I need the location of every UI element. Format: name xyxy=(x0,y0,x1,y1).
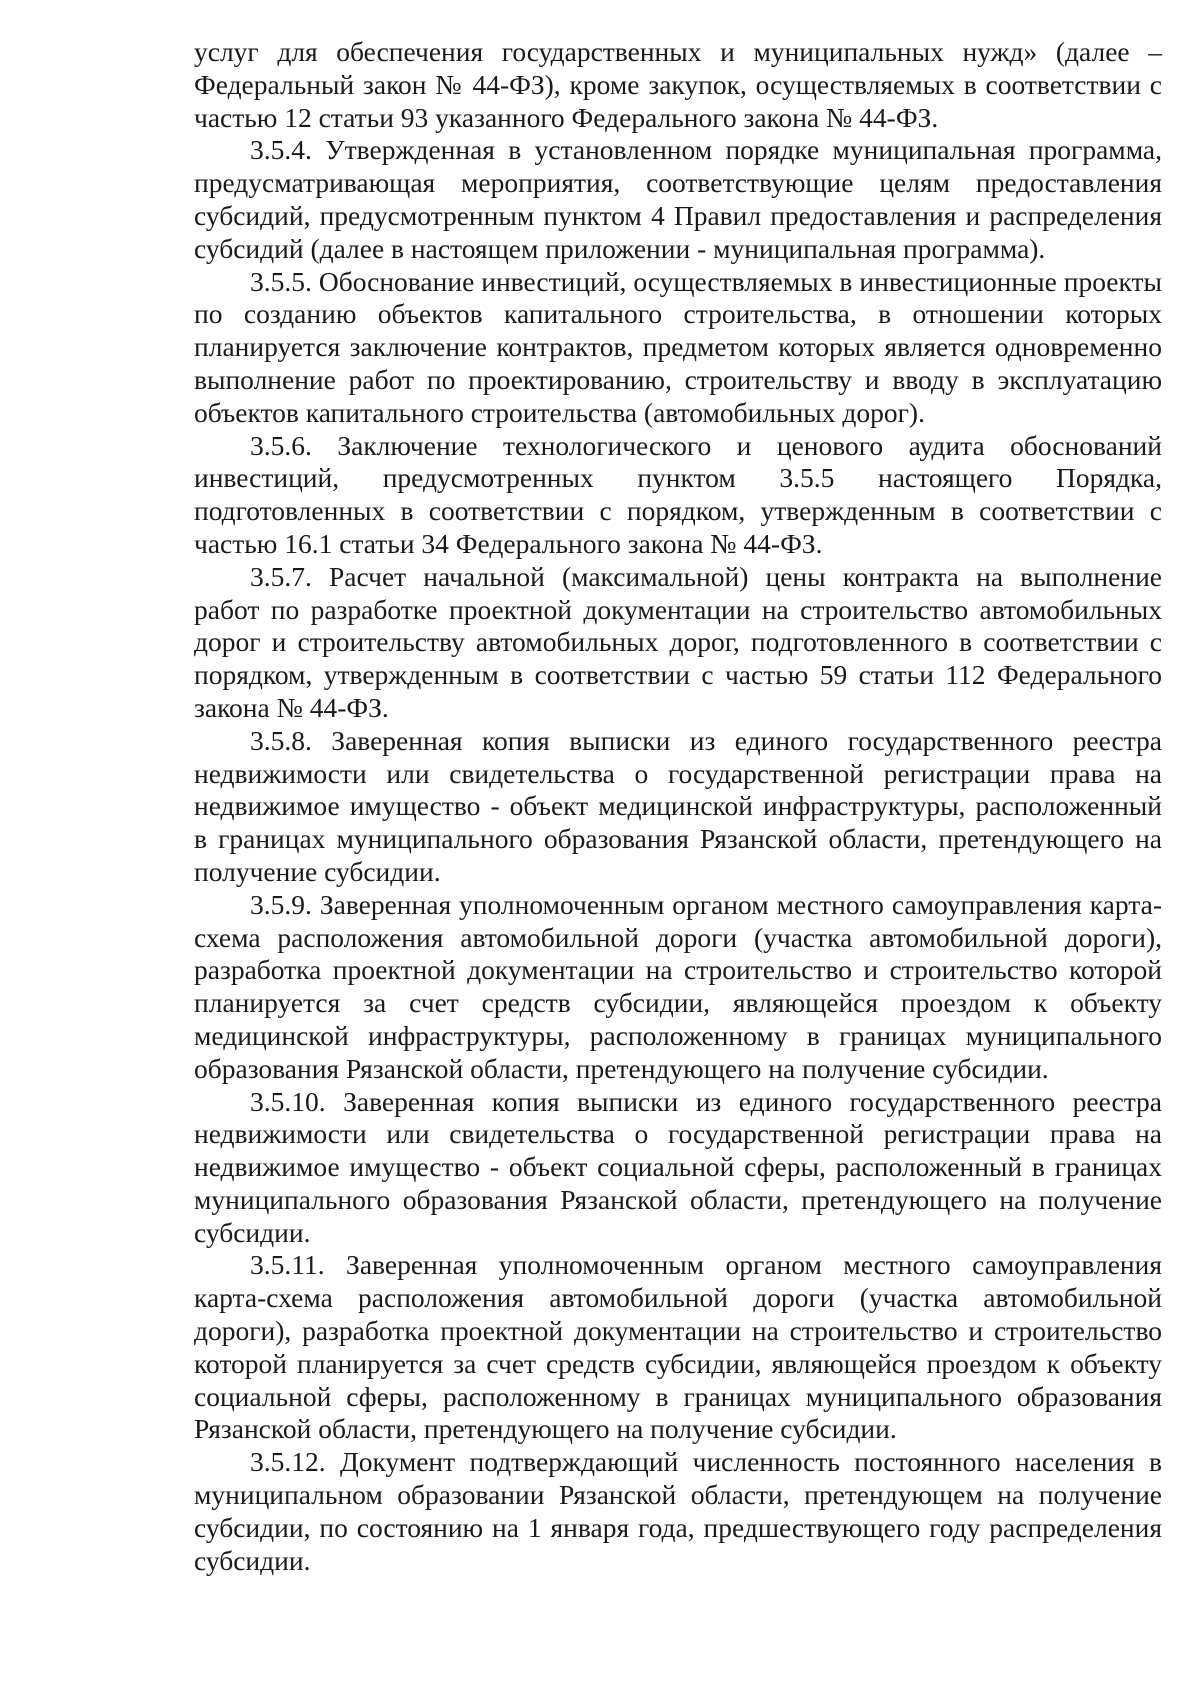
paragraph-3-5-5: 3.5.5. Обоснование инвестиций, осуществляемых в инвестиционные проекты по созданию объектов капитального строительства, в отношении которых планируется заключение контрактов, предметом которых является одновременно выполнение работ по проектированию, строительству и вводу в эксплуатацию объектов капитального строительства (автомобильных дорог). xyxy=(194,265,1162,428)
paragraph-3-5-10: 3.5.10. Заверенная копия выписки из единого государственного реестра недвижимости или свидетельства о государственной регистрации права на недвижимое имущество - объект социальной сферы, расположенный в границах муниципального образования Рязанской области, претендующего на получение субсидии. xyxy=(194,1085,1162,1248)
paragraph-3-5-12: 3.5.12. Документ подтверждающий численность постоянного населения в муниципальном образовании Рязанской области, претендующем на получение субсидии, по состоянию на 1 января года, предшествующего году распределения субсидии. xyxy=(194,1446,1162,1576)
paragraph-3-5-8: 3.5.8. Заверенная копия выписки из единого государственного реестра недвижимости или свидетельства о государственной регистрации права на недвижимое имущество - объект медицинской инфраструктуры, расположенный в границах муниципального образования Рязанской области, претендующего на получение субсидии. xyxy=(194,724,1162,887)
paragraph-3-5-6: 3.5.6. Заключение технологического и ценового аудита обоснований инвестиций, предусмотренных пунктом 3.5.5 настоящего Порядка, подготовленных в соответствии с порядком, утвержденным в соответствии с частью 16.1 статьи 34 Федерального закона № 44-ФЗ. xyxy=(194,429,1162,559)
paragraph-3-5-7: 3.5.7. Расчет начальной (максимальной) цены контракта на выполнение работ по разработке проектной документации на строительство автомобильных дорог и строительству автомобильных дорог, подготовленного в соответствии с порядком, утвержденным в соответствии с частью 59 статьи 112 Федерального закона № 44-ФЗ. xyxy=(194,560,1162,723)
paragraph-3-5-9: 3.5.9. Заверенная уполномоченным органом местного самоуправления карта-схема расположения автомобильной дороги (участка автомобильной дороги), разработка проектной документации на строительство и строительство которой планируется за счет средств субсидии, являющейся проездом к объекту медицинской инфраструктуры, расположенному в границах муниципального образования Рязанской области, претендующего на получение субсидии. xyxy=(194,888,1162,1084)
paragraph-continuation: услуг для обеспечения государственных и муниципальных нужд» (далее – Федеральный закон № 44-ФЗ), кроме закупок, осуществляемых в соответствии с частью 12 статьи 93 указанного Федерального закона № 44-ФЗ. xyxy=(194,36,1162,133)
paragraph-3-5-11: 3.5.11. Заверенная уполномоченным органом местного самоуправления карта-схема расположения автомобильной дороги (участка автомобильной дороги), разработка проектной документации на строительство и строительство которой планируется за счет средств субсидии, являющейся проездом к объекту социальной сферы, расположенному в границах муниципального образования Рязанской области, претендующего на получение субсидии. xyxy=(194,1249,1162,1445)
document-body xyxy=(194,36,1162,1577)
paragraph-3-5-4: 3.5.4. Утвержденная в установленном порядке муниципальная программа, предусматривающая мероприятия, соответствующие целям предоставления субсидий, предусмотренным пунктом 4 Правил предоставления и распределения субсидий (далее в настоящем приложении - муниципальная программа). xyxy=(194,134,1162,264)
